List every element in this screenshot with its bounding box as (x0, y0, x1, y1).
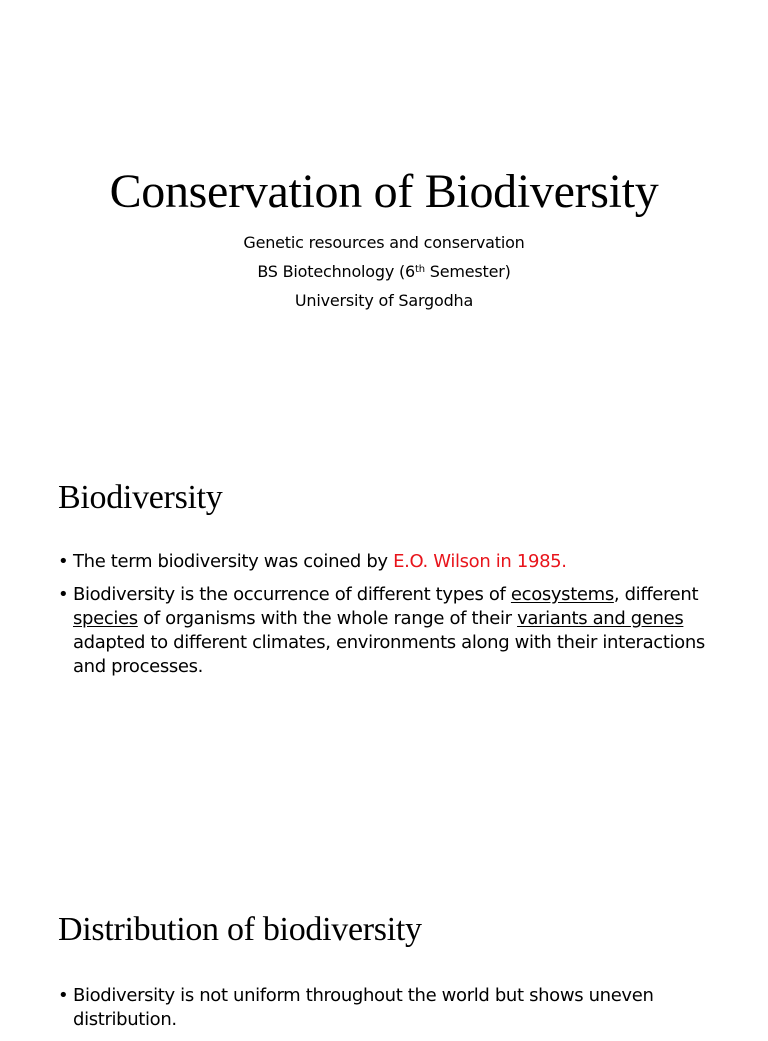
subtitle-program-superscript: th (415, 264, 425, 275)
bullet-list (58, 984, 708, 1041)
subtitle-university: University of Sargodha (294, 291, 474, 310)
bullet-item (58, 984, 708, 1032)
bullet-text: adapted to different climates, environments along with their interactions and processes. (73, 632, 705, 677)
subtitle-program (0, 257, 768, 286)
subtitle-program-text: BS Biotechnology (6 (257, 262, 416, 281)
title-slide (0, 0, 768, 434)
slide-title: Conservation of Biodiversity (109, 165, 659, 218)
bullet-text: of organisms with the whole range of their (137, 608, 518, 629)
bullet-icon: • (58, 584, 69, 605)
highlighted-text: E.O. Wilson in 1985. (393, 551, 567, 572)
bullet-list (58, 550, 708, 688)
slide-subtitle (0, 228, 768, 315)
bullet-item (58, 550, 708, 574)
bullet-icon: • (58, 551, 69, 572)
bullet-text: , different (613, 584, 699, 605)
subtitle-course: Genetic resources and conservation (243, 233, 525, 252)
subtitle-program-suffix: Semester) (424, 262, 511, 281)
bullet-text: Biodiversity is the occurrence of different types of (73, 584, 511, 605)
bullet-item (58, 583, 708, 679)
underlined-term: variants and genes (517, 608, 684, 629)
distribution-slide (0, 868, 768, 1030)
slide-heading: Distribution of biodiversity (58, 911, 422, 948)
bullet-icon: • (58, 985, 69, 1006)
underlined-term: ecosystems (510, 584, 614, 605)
bullet-text: The term biodiversity was coined by (73, 551, 394, 572)
biodiversity-slide (0, 434, 768, 868)
slide-heading: Biodiversity (58, 479, 223, 516)
underlined-term: species (73, 608, 138, 629)
bullet-text: Biodiversity is not uniform throughout the world but shows uneven distribution. (73, 985, 654, 1030)
